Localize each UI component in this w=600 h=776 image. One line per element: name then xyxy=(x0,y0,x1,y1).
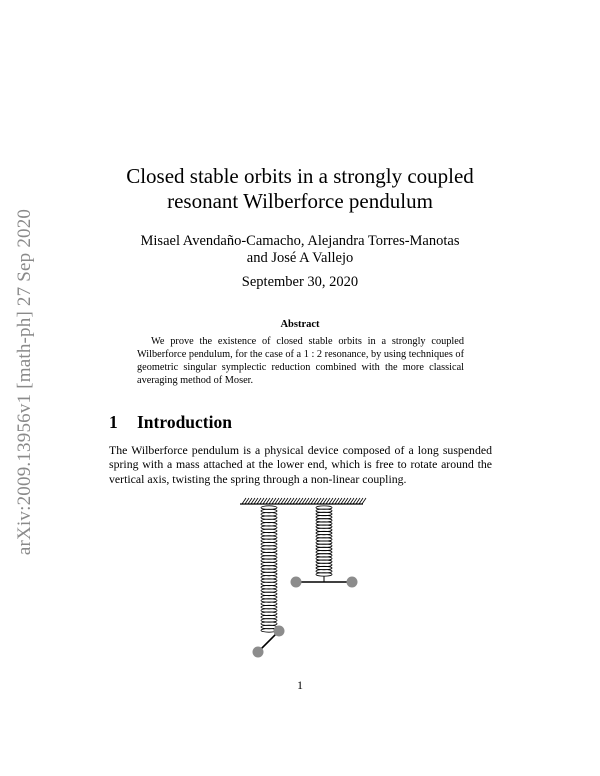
introduction-paragraph: The Wilberforce pendulum is a physical device composed of a long suspended spring with a mass attached at the lower end, which is free to rotate around the vertical axis, twisting the spring through a non-linear coupling. xyxy=(109,443,492,486)
authors-line-1: Misael Avendaño-Camacho, Alejandra Torres-Manotas xyxy=(140,233,460,249)
left-mass-upper-bob xyxy=(274,626,285,637)
section-title: Introduction xyxy=(137,412,232,432)
abstract-heading: Abstract xyxy=(280,319,320,330)
arxiv-identifier-stamp: arXiv:2009.13956v1 [math-ph] 27 Sep 2020 xyxy=(14,208,35,556)
left-mass-lower-bob xyxy=(253,647,264,658)
section-heading xyxy=(109,412,232,433)
paper-title-line-2: resonant Wilberforce pendulum xyxy=(167,189,433,213)
section-number: 1 xyxy=(109,412,118,432)
left-spring xyxy=(261,506,277,632)
right-mass-right-bob xyxy=(347,577,358,588)
authors-line-2: and José A Vallejo xyxy=(246,250,354,266)
right-spring xyxy=(316,506,332,582)
right-mass-left-bob xyxy=(291,577,302,588)
wilberforce-pendulum-diagram xyxy=(230,490,370,665)
paper-title-line-1: Closed stable orbits in a strongly coupled xyxy=(126,164,474,188)
page-number: 1 xyxy=(297,678,303,692)
paper-date: September 30, 2020 xyxy=(241,274,359,290)
abstract-text: We prove the existence of closed stable orbits in a strongly coupled Wilberforce pendulum, for the case of a 1 : 2 resonance, by using techniques of geometric singular symplectic reduction combined with the more classical averaging method of Moser. xyxy=(137,336,464,386)
ceiling-hatch xyxy=(240,498,366,504)
